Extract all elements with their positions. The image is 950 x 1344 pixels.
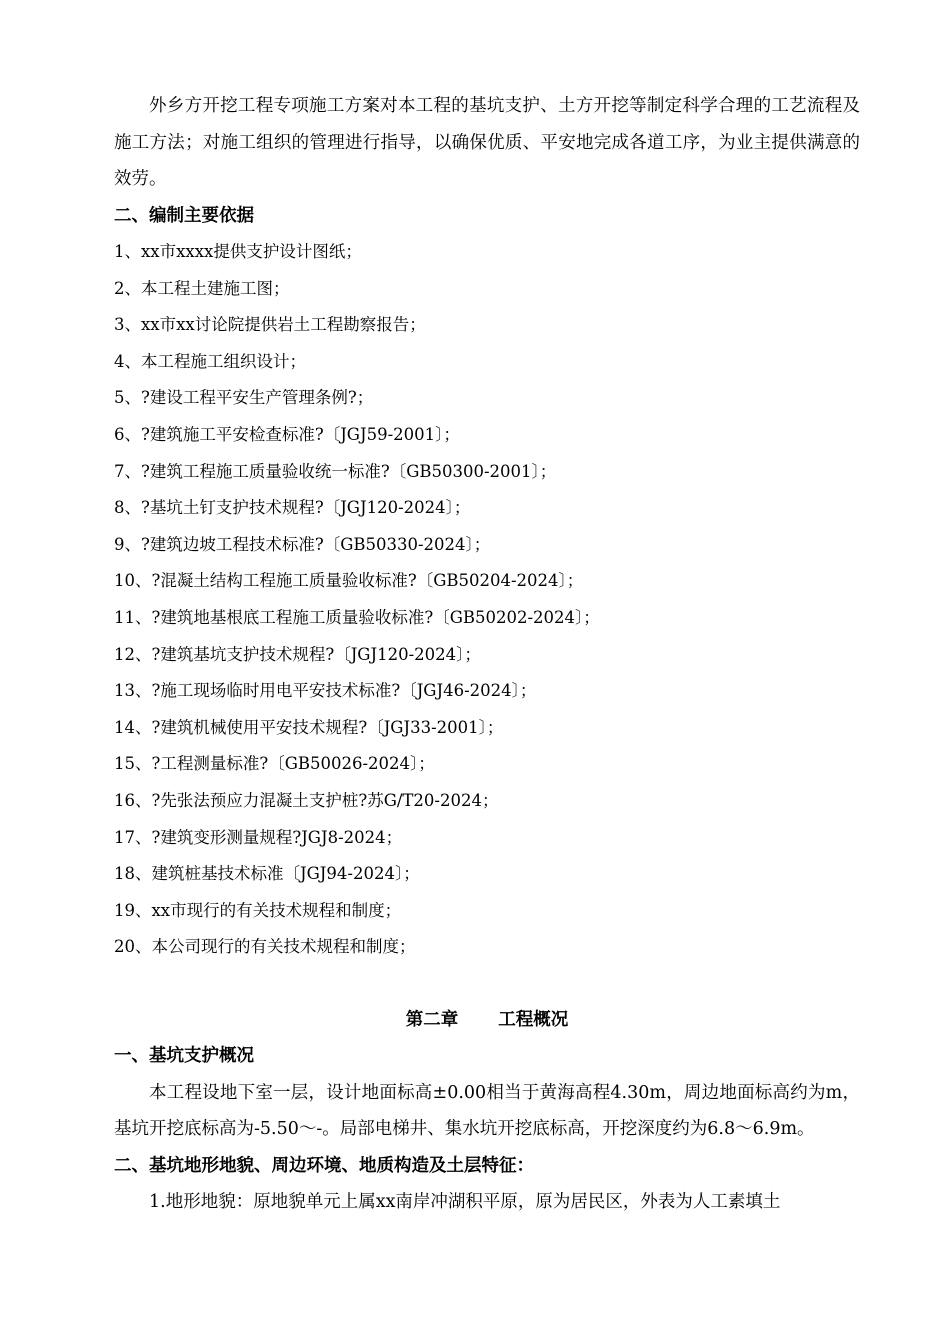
list-item: 1、xx市xxxx提供支护设计图纸； [114,242,362,261]
list-item: 11、?建筑地基根底工程施工质量验收标准?〔GB50202-2024〕； [114,607,600,627]
list-item: 10、?混凝土结构工程施工质量验收标准?〔GB50204-2024〕； [114,571,584,591]
basis-list [114,234,860,966]
list-item: 17、?建筑变形测量规程?JGJ8-2024； [114,827,403,847]
chapter-number: 第二章 [405,1009,459,1030]
list-item: 8、?基坑土钉支护技术规程?〔JGJ120-2024〕； [114,498,471,518]
section-terrain-heading: 二、基坑地形地貌、周边环境、地质构造及土层特征： [114,1155,534,1176]
list-item: 13、?施工现场临时用电平安技术标准?〔JGJ46-2024〕； [114,681,537,701]
list-item: 4、本工程施工组织设计； [114,351,306,371]
list-item: 2、本工程土建施工图； [114,278,290,298]
list-item: 14、?建筑机械使用平安技术规程?〔JGJ33-2001〕； [114,717,504,737]
chapter-name: 工程概况 [498,1009,569,1030]
list-item: 18、建筑桩基技术标准〔JGJ94-2024〕； [114,864,420,884]
list-item: 6、?建筑施工平安检查标准?〔JGJ59-2001〕； [114,424,460,444]
list-item: 15、?工程测量标准?〔GB50026-2024〕； [114,754,435,774]
intro-paragraph: 外乡方开挖工程专项施工方案对本工程的基坑支护、土方开挖等制定科学合理的工艺流程及施工方法；对施工组织的管理进行指导，以确保优质、平安地完成各道工序，为业主提供满意的效劳。 [114,96,860,189]
list-item: 19、xx市现行的有关技术规程和制度； [114,900,402,920]
list-item: 3、xx市xx讨论院提供岩土工程勘察报告； [114,315,426,335]
terrain-paragraph: 1.地形地貌：原地貌单元上属xx南岸冲湖积平原，原为居民区，外表为人工素填土 [149,1192,781,1213]
list-item: 7、?建筑工程施工质量验收统一标准?〔GB50300-2001〕； [114,461,557,481]
support-paragraph: 本工程设地下室一层，设计地面标高±0.00相当于黄海高程4.30m，周边地面标高约为m，基坑开挖底标高为-5.50～-。局部电梯井、集水坑开挖底标高，开挖深度约为6.8～6.9m。 [114,1082,860,1140]
section-basis-heading: 二、编制主要依据 [114,205,254,226]
list-item: 20、本公司现行的有关技术规程和制度； [114,937,416,957]
list-item: 16、?先张法预应力混凝土支护桩?苏G/T20-2024； [114,790,499,810]
chapter-title [114,1002,860,1039]
list-item: 9、?建筑边坡工程技术标准?〔GB50330-2024〕； [114,534,491,554]
list-item: 5、?建设工程平安生产管理条例?； [114,388,374,408]
list-item: 12、?建筑基坑支护技术规程?〔JGJ120-2024〕； [114,644,481,664]
section-support-heading: 一、基坑支护概况 [114,1046,254,1067]
document-page [114,88,860,1221]
